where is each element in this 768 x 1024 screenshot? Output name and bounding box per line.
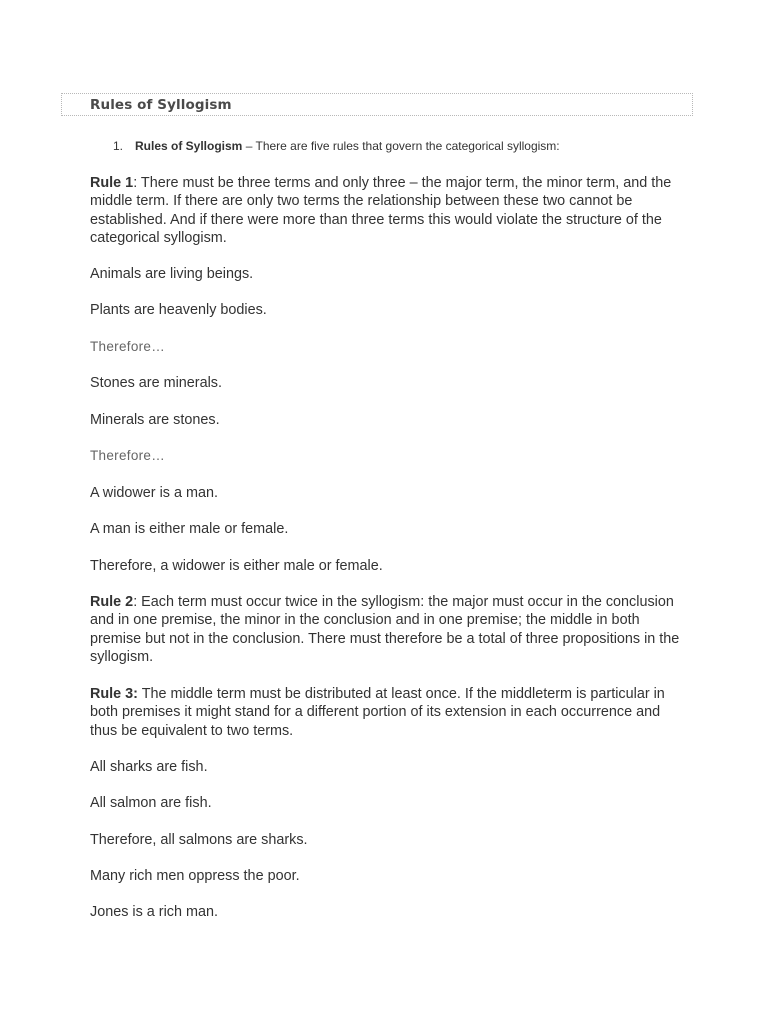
example-line: All salmon are fish. [90,795,212,811]
intro-bold-term: Rules of Syllogism [135,139,243,153]
list-number: 1. [113,139,124,153]
example-line: All sharks are fish. [90,759,208,775]
rule-1-label: Rule 1 [90,175,134,191]
rule-2-label: Rule 2 [90,594,134,610]
example-line: Therefore, a widower is either male or female. [90,558,383,574]
example-line: A widower is a man. [90,485,218,501]
rule-2-paragraph [90,593,690,666]
example-line: Plants are heavenly bodies. [90,302,267,318]
rule-1-paragraph [90,174,690,247]
example-line: Animals are living beings. [90,266,254,282]
section-title: Rules of Syllogism [90,97,232,113]
rule-3-label: Rule 3: [90,686,138,702]
rule-3-text: The middle term must be distributed at least once. If the middleterm is particular in both premises it might stand for a different portion of its extension in each occurrence and thus be equivalent to two terms. [90,686,665,739]
intro-list-item [113,139,560,154]
example-line: Therefore, all salmons are sharks. [90,832,308,848]
rule-3-paragraph [90,685,690,740]
rule-1-text: : There must be three terms and only three – the major term, the minor term, and the middle term. If there are only two terms the relationship between these two cannot be established. And if there were more than three terms this would violate the structure of the categorical syllogism. [90,175,672,246]
intro-text: – There are five rules that govern the categorical syllogism: [242,139,560,153]
rule-2-text: : Each term must occur twice in the syllogism: the major must occur in the conclusion and in one premise, the minor in the conclusion and in one premise; the middle in both premise but not in the conclusion. There must therefore be a total of three propositions in the syllogism. [90,594,680,665]
section-heading-box [61,93,693,116]
example-line: Jones is a rich man. [90,904,218,920]
example-line: Minerals are stones. [90,412,220,428]
example-line: A man is either male or female. [90,521,289,537]
example-line-therefore: Therefore… [90,339,166,354]
example-line: Many rich men oppress the poor. [90,868,300,884]
example-line-therefore: Therefore… [90,448,166,463]
example-line: Stones are minerals. [90,375,222,391]
